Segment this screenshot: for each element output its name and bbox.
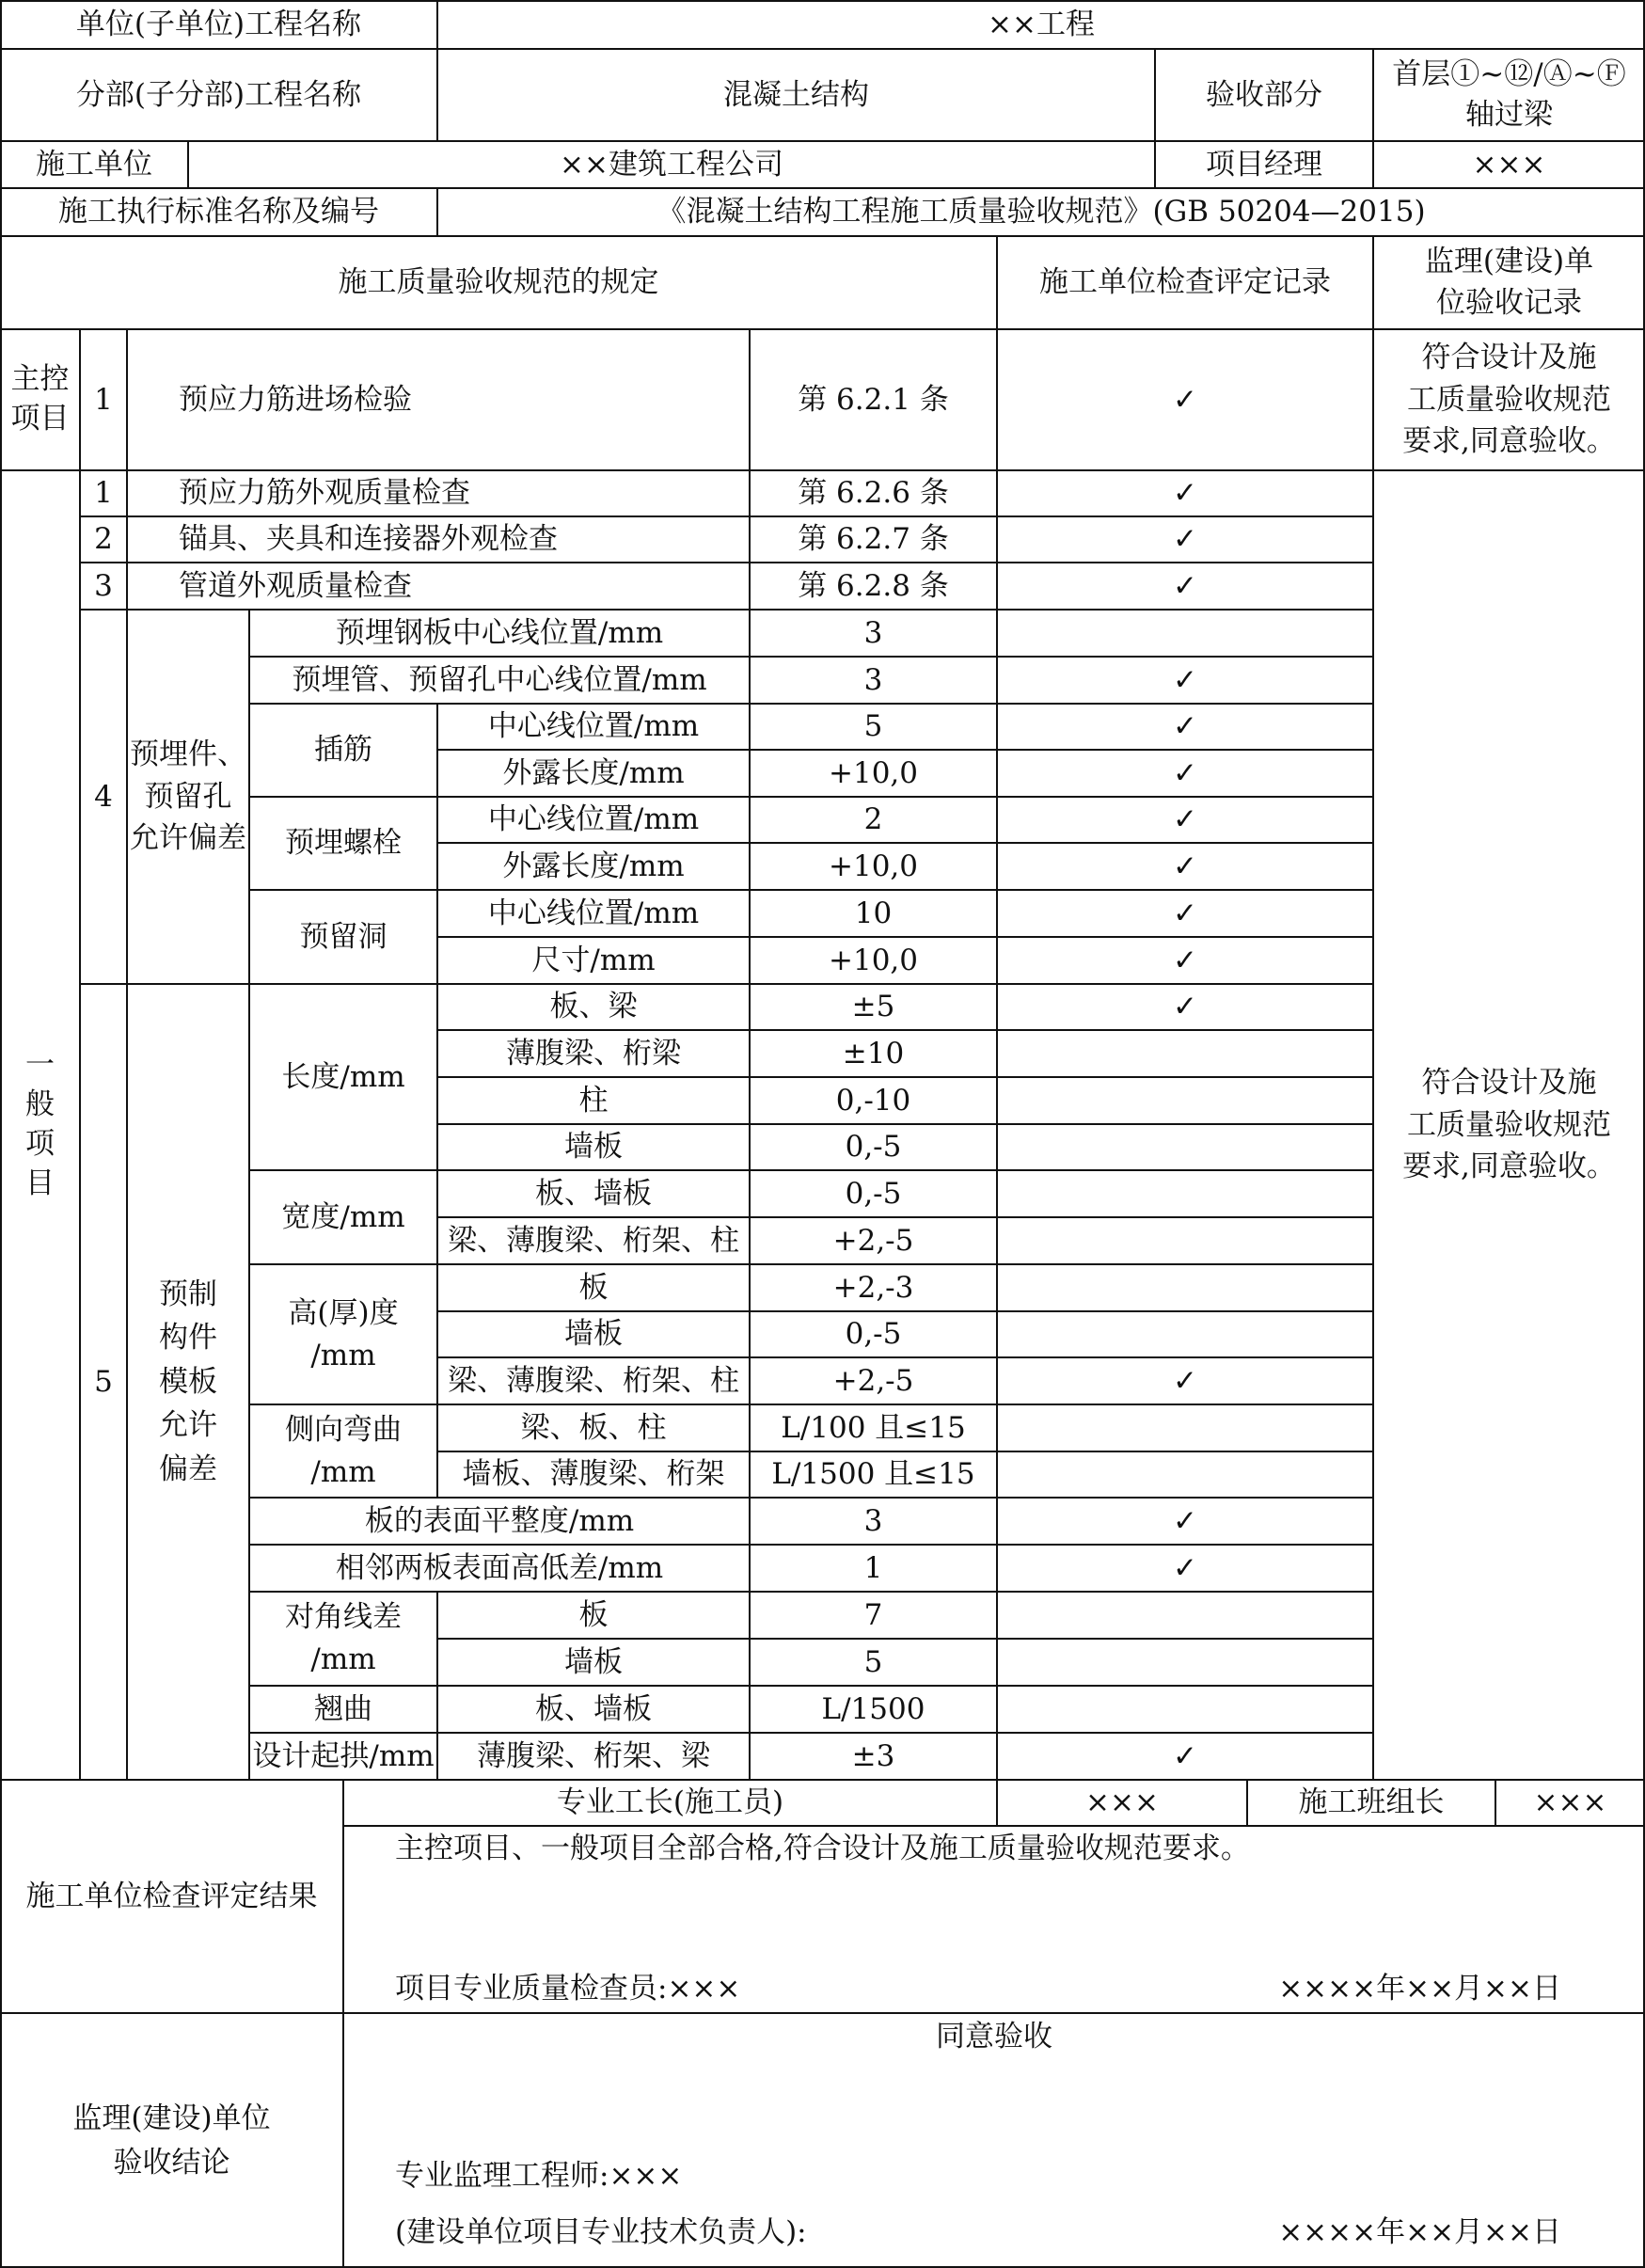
check-mark [997, 1170, 1373, 1217]
spec-text: 中心线位置/mm [487, 709, 700, 744]
tolerance-value: ±10 [842, 1036, 905, 1071]
general-item-text: 锚具、夹具和连接器外观检查 [179, 522, 558, 557]
contractor-value: ××建筑工程公司 [560, 147, 783, 182]
owner-representative: (建设单位项目专业技术负责人): [395, 2215, 807, 2249]
check-mark: ✓ [1173, 662, 1197, 697]
spec-text: 中心线位置/mm [487, 802, 700, 837]
check-mark [997, 1451, 1373, 1498]
foreman-label: 专业工长(施工员) [556, 1785, 784, 1820]
spec-text: 墙板、薄腹梁、桁架 [462, 1457, 725, 1492]
spec-text: 墙板 [564, 1130, 623, 1165]
tolerance-value: 3 [863, 662, 883, 697]
general-item-num: 2 [94, 522, 113, 557]
check-mark: ✓ [1173, 802, 1197, 837]
team-leader-label: 施工班组长 [1298, 1785, 1445, 1820]
sub-hole: 预留洞 [299, 919, 388, 954]
tolerance-value: 0,-10 [835, 1083, 911, 1118]
main-control-label: 主控 项目 [10, 362, 70, 436]
tolerance-value: 5 [863, 709, 883, 744]
tolerance-value: 0,-5 [845, 1176, 902, 1211]
spec-text: 板 [578, 1597, 609, 1632]
check-mark [997, 1264, 1373, 1311]
group5-label: 预制 构件 模板 允许 偏差 [159, 1277, 217, 1486]
check-mark [997, 1030, 1373, 1077]
general-item-check: ✓ [1173, 522, 1197, 557]
spec-text: 板、梁 [549, 990, 638, 1024]
manager-label: 项目经理 [1206, 147, 1322, 182]
general-item-check: ✓ [1173, 568, 1197, 603]
check-mark [997, 1639, 1373, 1686]
spec-text: 薄腹梁、桁梁 [506, 1036, 681, 1071]
tolerance-value: +10,0 [829, 943, 918, 977]
standard-label: 施工执行标准名称及编号 [58, 195, 379, 230]
check-mark: ✓ [1173, 1550, 1197, 1585]
sub-steel-plate: 预埋钢板中心线位置/mm [335, 615, 664, 650]
supervisor-result-label: 监理(建设)单位 验收结论 [72, 2101, 271, 2180]
sub-pipe: 预埋管、预留孔中心线位置/mm [292, 662, 707, 697]
spec-text: 板、墙板 [535, 1691, 652, 1726]
check-mark: ✓ [1173, 755, 1197, 790]
group4-label: 预埋件、 预留孔 允许偏差 [130, 737, 246, 856]
tolerance-value: 5 [863, 1644, 883, 1679]
check-mark: ✓ [1173, 943, 1197, 977]
general-item-clause: 第 6.2.7 条 [798, 522, 949, 557]
general-item-clause: 第 6.2.6 条 [798, 476, 949, 511]
tolerance-value: +10,0 [829, 755, 918, 790]
spec-text: 外露长度/mm [502, 849, 685, 883]
sub-width: 宽度/mm [281, 1199, 405, 1234]
tolerance-value: 2 [863, 802, 883, 837]
spec-column-header: 施工质量验收规范的规定 [338, 265, 659, 300]
tolerance-value: +2,-3 [832, 1270, 914, 1305]
sub-flatness: 板的表面平整度/mm [364, 1503, 635, 1538]
general-item-clause: 第 6.2.8 条 [798, 568, 949, 603]
tolerance-value: +2,-5 [832, 1363, 914, 1398]
general-items-label: 一 般 项 目 [25, 1048, 55, 1200]
check-mark: ✓ [1173, 896, 1197, 930]
quality-inspector: 项目专业质量检查员:××× [395, 1972, 741, 2006]
supervisor-record-header: 监理(建设)单 位验收记录 [1424, 245, 1594, 320]
tolerance-value: 3 [863, 615, 883, 650]
check-mark: ✓ [1173, 849, 1197, 883]
main-control-check: ✓ [1173, 382, 1197, 417]
spec-text: 墙板 [564, 1317, 623, 1352]
sub-project-value: 混凝土结构 [723, 77, 869, 112]
check-mark [997, 1311, 1373, 1357]
check-mark [997, 610, 1373, 657]
spec-text: 柱 [578, 1083, 609, 1118]
spec-text: 梁、板、柱 [520, 1410, 667, 1445]
check-mark: ✓ [1173, 709, 1197, 744]
spec-text: 板、墙板 [535, 1176, 652, 1211]
tolerance-value: L/1500 [821, 1691, 925, 1726]
spec-text: 板 [578, 1270, 609, 1305]
standard-value: 《混凝土结构工程施工质量验收规范》(GB 50204—2015) [656, 195, 1426, 230]
general-item-check: ✓ [1173, 476, 1197, 511]
check-mark [997, 1686, 1373, 1733]
general-item-text: 预应力筋外观质量检查 [179, 476, 470, 511]
main-control-item: 预应力筋进场检验 [179, 382, 412, 417]
tolerance-value: 7 [863, 1597, 883, 1632]
tolerance-value: +10,0 [829, 849, 918, 883]
sub-length: 长度/mm [281, 1059, 405, 1094]
contractor-date: ××××年××月××日 [1278, 1972, 1561, 2006]
check-mark [997, 1404, 1373, 1451]
sub-bolt: 预埋螺栓 [285, 826, 402, 861]
manager-value: ××× [1472, 147, 1546, 182]
acceptance-part-label: 验收部分 [1206, 77, 1322, 112]
unit-project-label: 单位(子单位)工程名称 [75, 7, 362, 41]
tolerance-value: 10 [854, 896, 893, 930]
check-mark [997, 1217, 1373, 1264]
general-items-verdict: 符合设计及施 工质量验收规范 要求,同意验收。 [1402, 1065, 1616, 1184]
contractor-label: 施工单位 [36, 147, 152, 182]
tolerance-value: 0,-5 [845, 1130, 902, 1165]
tolerance-value: 1 [863, 1550, 883, 1585]
spec-text: 薄腹梁、桁架、梁 [477, 1738, 710, 1773]
supervising-engineer: 专业监理工程师:××× [395, 2159, 683, 2193]
general-item-num: 3 [94, 568, 113, 603]
tolerance-value: ±3 [851, 1738, 895, 1773]
tolerance-value: 3 [863, 1503, 883, 1538]
supervisor-statement: 同意验收 [936, 2019, 1052, 2054]
sub-rebar: 插筋 [314, 733, 372, 768]
check-mark [997, 1124, 1373, 1170]
sub-project-label: 分部(子分部)工程名称 [75, 77, 362, 112]
general-item-num: 1 [94, 476, 113, 511]
group5-num: 5 [94, 1364, 113, 1399]
spec-text: 尺寸/mm [531, 943, 656, 977]
contractor-record-header: 施工单位检查评定记录 [1039, 265, 1331, 300]
check-mark: ✓ [1173, 990, 1197, 1024]
group4-num: 4 [94, 779, 113, 814]
sub-step: 相邻两板表面高低差/mm [335, 1550, 664, 1585]
tolerance-value: L/100 且≤15 [781, 1410, 966, 1445]
sub-warp: 翘曲 [314, 1691, 372, 1726]
check-mark [997, 1077, 1373, 1124]
general-item-text: 管道外观质量检查 [179, 568, 412, 603]
foreman-value: ××× [1085, 1785, 1159, 1820]
sub-diag: 对角线差 /mm [285, 1600, 402, 1676]
contractor-statement: 主控项目、一般项目全部合格,符合设计及施工质量验收规范要求。 [395, 1832, 1250, 1865]
sub-bend: 侧向弯曲 /mm [285, 1412, 402, 1489]
tolerance-value: L/1500 且≤15 [771, 1457, 975, 1492]
tolerance-value: ±5 [851, 990, 895, 1024]
acceptance-part-value: 首层①~⑫/Ⓐ~Ⓕ 轴过梁 [1392, 56, 1626, 132]
sub-camber: 设计起拱/mm [252, 1738, 435, 1773]
main-control-num: 1 [94, 382, 113, 417]
check-mark [997, 1592, 1373, 1639]
tolerance-value: 0,-5 [845, 1317, 902, 1352]
unit-project-value: ××工程 [988, 7, 1095, 41]
spec-text: 墙板 [564, 1644, 623, 1679]
sub-height: 高(厚)度 /mm [288, 1295, 399, 1372]
check-mark: ✓ [1173, 1738, 1197, 1773]
spec-text: 梁、薄腹梁、桁架、柱 [448, 1363, 739, 1398]
contractor-result-label: 施工单位检查评定结果 [25, 1879, 318, 1913]
spec-text: 外露长度/mm [502, 755, 685, 790]
main-control-verdict: 符合设计及施 工质量验收规范 要求,同意验收。 [1402, 340, 1616, 459]
spec-text: 梁、薄腹梁、桁架、柱 [448, 1223, 739, 1258]
team-leader-value: ××× [1533, 1785, 1607, 1820]
tolerance-value: +2,-5 [832, 1223, 914, 1258]
check-mark: ✓ [1173, 1503, 1197, 1538]
check-mark: ✓ [1173, 1363, 1197, 1398]
spec-text: 中心线位置/mm [487, 896, 700, 930]
main-control-clause: 第 6.2.1 条 [798, 382, 949, 417]
supervisor-date: ××××年××月××日 [1278, 2215, 1561, 2249]
